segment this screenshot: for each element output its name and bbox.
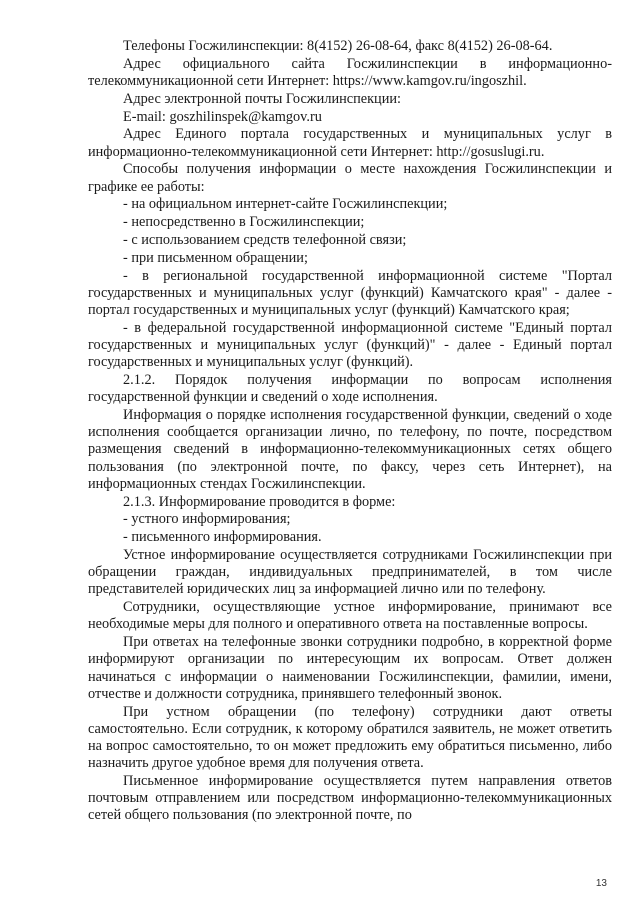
paragraph: Информация о порядке исполнения государственной функции, сведений о ходе исполнения сообщается организации лично, по телефону, по почте, посредством размещения сведений в информационно-телекоммуникационных сетях общего пользования (по электронной почте, по факсу, через сеть Интернет), на информационных стендах Госжилинспекции. — [88, 406, 612, 492]
paragraph: Устное информирование осуществляется сотрудниками Госжилинспекции при обращении граждан, индивидуальных предпринимателей, в том числе представителей юридических лиц за информацией лично или по телефону. — [88, 546, 612, 598]
page-number: 13 — [595, 878, 607, 889]
document-body — [88, 38, 612, 825]
paragraph: Адрес Единого портала государственных и муниципальных услуг в информационно-телекоммуникационной сети Интернет: http://gosuslugi.ru. — [88, 126, 612, 160]
list-item: - в региональной государственной информационной системе "Портал государственных и муниципальных услуг (функций) Камчатского края" - далее - портал государственных и муниципальных услуг (функций) Камчатского края; — [88, 267, 612, 318]
section-heading: 2.1.3. Информирование проводится в форме: — [123, 493, 396, 510]
paragraph: Способы получения информации о месте нахождения Госжилинспекции и графике ее работы: — [88, 161, 612, 195]
paragraph: Адрес электронной почты Госжилинспекции: — [123, 90, 401, 107]
paragraph: Сотрудники, осуществляющие устное информирование, принимают все необходимые меры для полного и оперативного ответа на поставленные вопросы. — [88, 599, 612, 633]
section-heading: 2.1.2. Порядок получения информации по вопросам исполнения государственной функции и сведений о ходе исполнения. — [88, 371, 612, 406]
paragraph: Письменное информирование осуществляется путем направления ответов почтовым отправлением или посредством информационно-телекоммуникационных сетей общего пользования (по электронной почте, по — [88, 773, 612, 824]
paragraph: Телефоны Госжилинспекции: 8(4152) 26-08-64, факс 8(4152) 26-08-64. — [123, 38, 553, 54]
list-item: - на официальном интернет-сайте Госжилинспекции; — [123, 196, 448, 213]
list-item: - при письменном обращении; — [123, 249, 308, 266]
list-item: - непосредственно в Госжилинспекции; — [123, 214, 365, 231]
list-item: - письменного информирования. — [123, 529, 322, 546]
list-item: - с использованием средств телефонной связи; — [123, 231, 407, 248]
paragraph: Адрес официального сайта Госжилинспекции в информационно-телекоммуникационной сети Интернет: https://www.kamgov.ru/ingoszhil. — [88, 55, 612, 89]
paragraph: При ответах на телефонные звонки сотрудники подробно, в корректной форме информируют организации по интересующим их вопросам. Ответ должен начинаться с информации о наименовании Госжилинспекции, фамилии, имени, отчестве и должности сотрудника, принявшего телефонный звонок. — [88, 634, 612, 702]
paragraph: При устном обращении (по телефону) сотрудники дают ответы самостоятельно. Если сотрудник, к которому обратился заявитель, не может ответить на вопрос самостоятельно, то он может предложить ему обратиться письменно, либо назначить другое удобное время для получения ответа. — [88, 703, 612, 772]
list-item: - в федеральной государственной информационной системе "Единый портал государственных и муниципальных услуг (функций)" - далее - Единый портал государственных и муниципальных услуг (функций). — [88, 319, 612, 371]
paragraph: E-mail: goszhilinspek@kamgov.ru — [123, 108, 322, 125]
list-item: - устного информирования; — [123, 511, 291, 528]
